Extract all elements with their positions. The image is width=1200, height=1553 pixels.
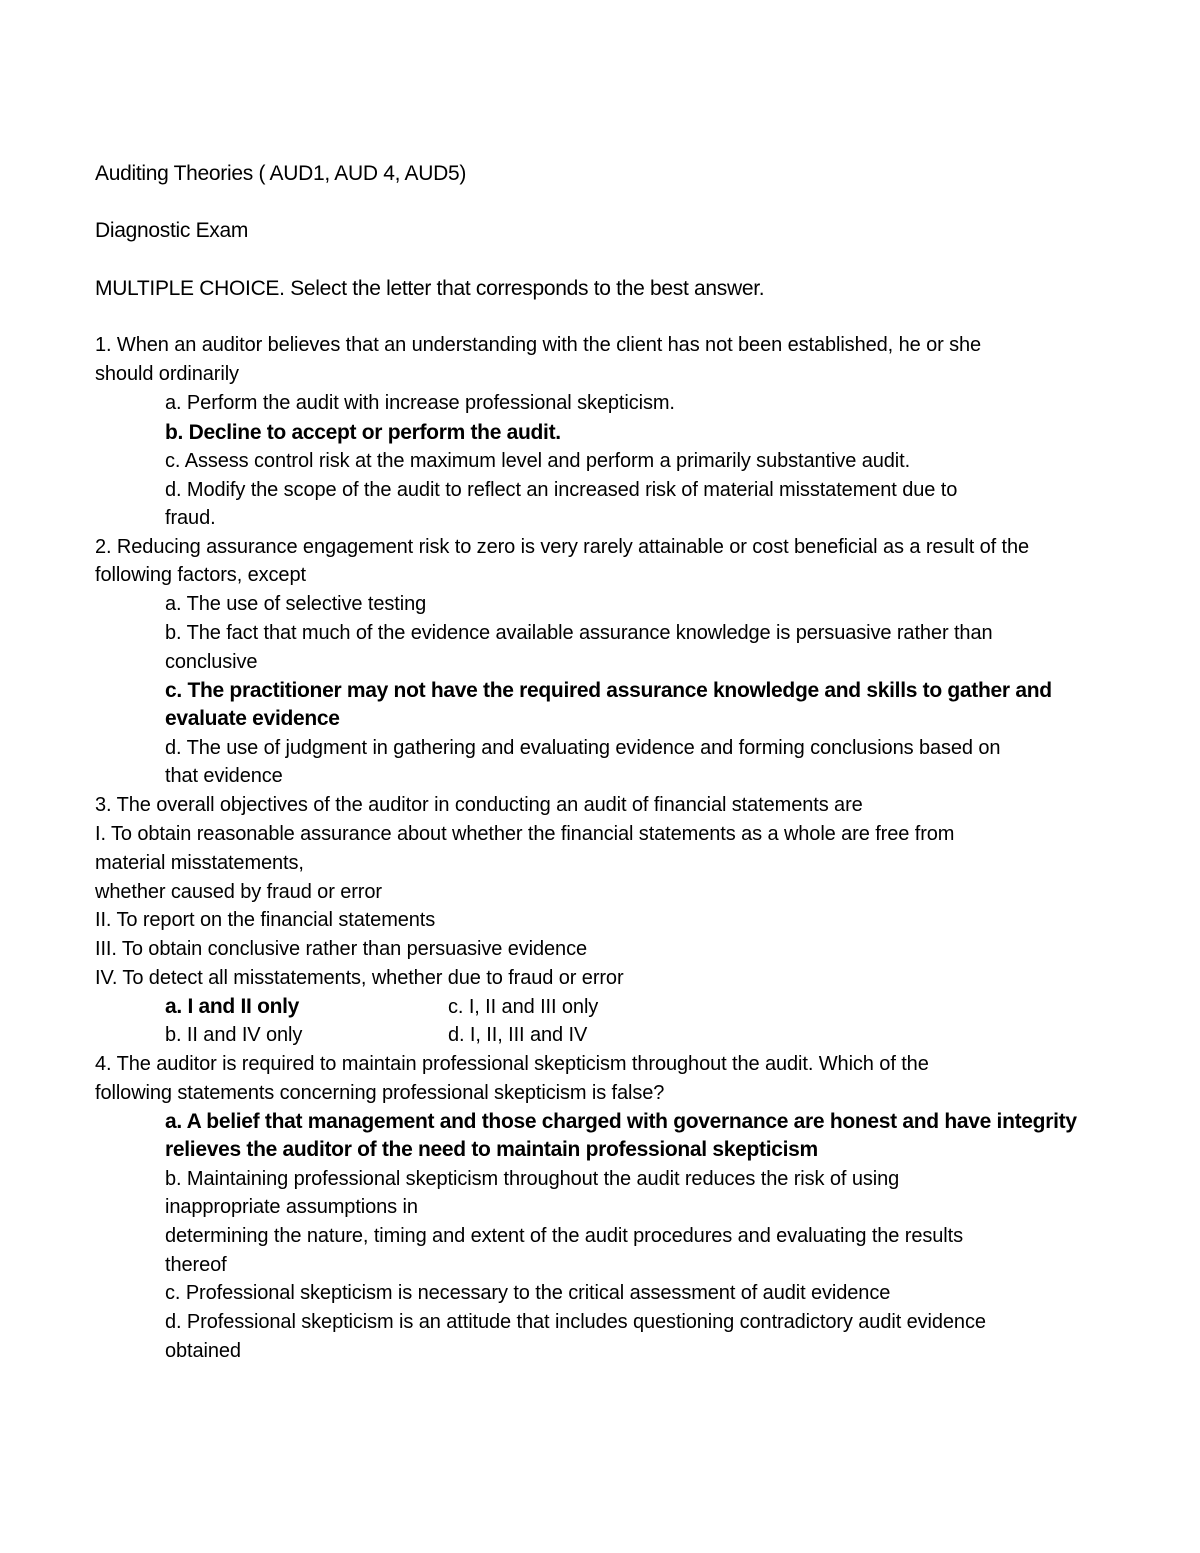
q3-statement-i-line1: I. To obtain reasonable assurance about whether the financial statements as a whole are free from	[95, 823, 955, 845]
q3-statement-i-line2: material misstatements,	[95, 852, 304, 874]
q2-option-c-answer-line2: evaluate evidence	[165, 707, 340, 730]
q4-option-a-answer-line2: relieves the auditor of the need to maintain professional skepticism	[165, 1138, 818, 1161]
q1-option-d-line1: d. Modify the scope of the audit to reflect an increased risk of material misstatement due to	[165, 479, 958, 501]
q1-option-b-answer: b. Decline to accept or perform the audit.	[165, 421, 561, 444]
q4-option-a-answer-line1: a. A belief that management and those charged with governance are honest and have integrity	[165, 1110, 1077, 1133]
q3-option-b: b. II and IV only	[165, 1024, 303, 1046]
instructions: MULTIPLE CHOICE. Select the letter that corresponds to the best answer.	[95, 277, 765, 300]
q4-option-c: c. Professional skepticism is necessary to the critical assessment of audit evidence	[165, 1282, 891, 1304]
q2-option-d-line2: that evidence	[165, 765, 283, 787]
q2-option-a: a. The use of selective testing	[165, 593, 427, 615]
q1-option-a: a. Perform the audit with increase professional skepticism.	[165, 392, 675, 414]
q2-option-b-line2: conclusive	[165, 651, 258, 673]
q1-option-d-line2: fraud.	[165, 507, 216, 529]
q3-statement-ii: II. To report on the financial statements	[95, 909, 436, 931]
q4-stem-line2: following statements concerning professional skepticism is false?	[95, 1082, 665, 1104]
q3-statement-iv: IV. To detect all misstatements, whether due to fraud or error	[95, 967, 624, 989]
q4-stem-line1: 4. The auditor is required to maintain professional skepticism throughout the audit. Which of the	[95, 1053, 929, 1075]
document-title: Auditing Theories ( AUD1, AUD 4, AUD5)	[95, 162, 467, 185]
document-subtitle: Diagnostic Exam	[95, 219, 249, 242]
q2-option-c-answer-line1: c. The practitioner may not have the required assurance knowledge and skills to gather and	[165, 679, 1052, 702]
q2-option-d-line1: d. The use of judgment in gathering and evaluating evidence and forming conclusions based on	[165, 737, 1001, 759]
q3-option-d: d. I, II, III and IV	[448, 1024, 588, 1046]
q3-option-a-answer: a. I and II only	[165, 995, 300, 1018]
q1-stem-line1: 1. When an auditor believes that an understanding with the client has not been established, he or she	[95, 334, 982, 356]
q3-statement-iii: III. To obtain conclusive rather than persuasive evidence	[95, 938, 588, 960]
q4-option-b-line4: thereof	[165, 1254, 227, 1276]
q3-stem: 3. The overall objectives of the auditor in conducting an audit of financial statements are	[95, 794, 863, 816]
q4-option-d-line2: obtained	[165, 1340, 241, 1362]
q4-option-b-line1: b. Maintaining professional skepticism throughout the audit reduces the risk of using	[165, 1168, 900, 1190]
q3-option-c: c. I, II and III only	[448, 996, 599, 1018]
q2-stem-line1: 2. Reducing assurance engagement risk to zero is very rarely attainable or cost beneficial as a result of the	[95, 536, 1030, 558]
q2-stem-line2: following factors, except	[95, 564, 306, 586]
q1-stem-line2: should ordinarily	[95, 363, 239, 385]
q4-option-d-line1: d. Professional skepticism is an attitude that includes questioning contradictory audit evidence	[165, 1311, 986, 1333]
q4-option-b-line3: determining the nature, timing and extent of the audit procedures and evaluating the results	[165, 1225, 963, 1247]
q1-option-c: c. Assess control risk at the maximum level and perform a primarily substantive audit.	[165, 450, 911, 472]
q4-option-b-line2: inappropriate assumptions in	[165, 1196, 418, 1218]
q2-option-b-line1: b. The fact that much of the evidence available assurance knowledge is persuasive rather than	[165, 622, 993, 644]
q3-statement-i-line3: whether caused by fraud or error	[95, 881, 382, 903]
